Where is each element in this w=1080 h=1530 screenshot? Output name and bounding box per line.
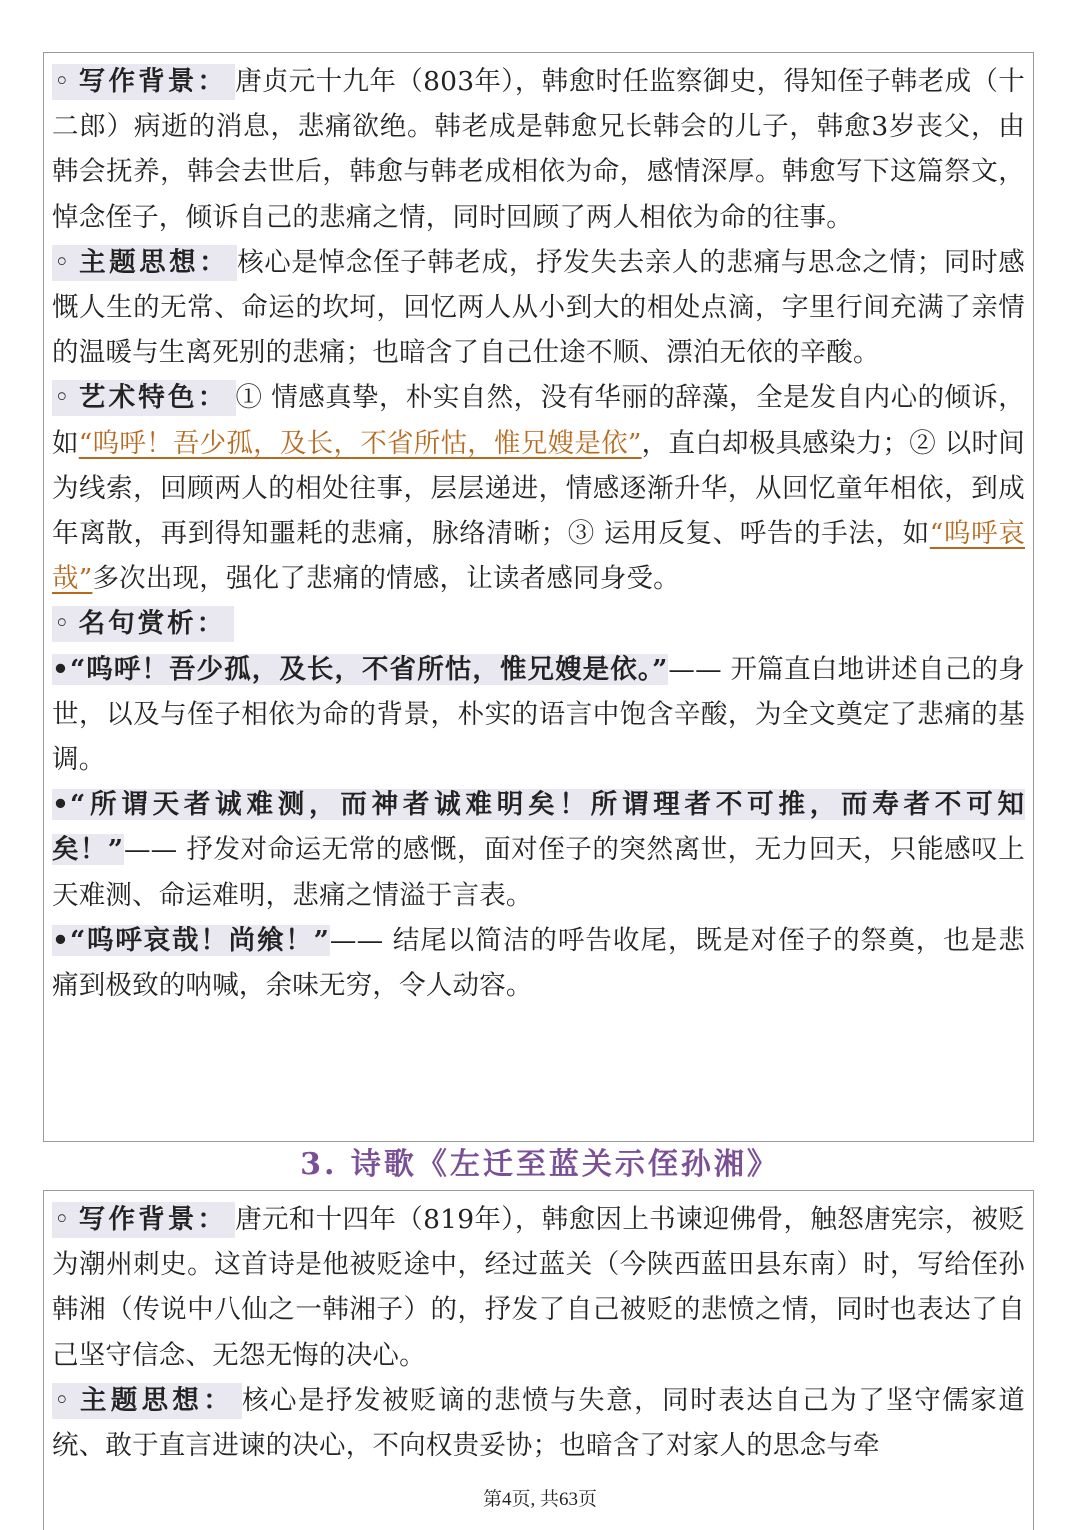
writing-background-para <box>52 59 1025 240</box>
famous-quote-2: •“所谓天者诚难测，而神者诚难明矣！所谓理者不可推，而寿者不可知矣！” <box>52 789 1025 866</box>
famous-text-2: 抒发对命运无常的感慨，面对侄子的突然离世，无力回天，只能感叹上天难测、命运难明，悲痛之情溢于言表。 <box>52 834 1025 911</box>
quote-link-2[interactable]: “呜呼哀哉” <box>52 518 1025 595</box>
quote-link-1[interactable]: “呜呼！吾少孤，及长，不省所怙，惟兄嫂是依” <box>78 427 642 459</box>
bullet-icon: ◦ <box>54 1384 74 1416</box>
notes-box-2 <box>43 1190 1034 1530</box>
section-title: 3. 诗歌《左迁至蓝关示侄孙湘》 <box>300 1147 780 1182</box>
famous-item-2: •“所谓天者诚难测，而神者诚难明矣！所谓理者不可推，而寿者不可知矣！”—— 抒发对命运无常的感慨，面对侄子的突然离世，无力回天，只能感叹上天难测、命运难明，悲痛之情溢于言表。 <box>52 789 1025 911</box>
famous-quote-3: •“呜呼哀哉！尚飨！” <box>52 924 330 956</box>
bullet-icon: ◦ <box>54 1204 73 1235</box>
writing-background-text: 唐贞元十九年（803年），韩愈时任监察御史，得知侄子韩老成（十二郎）病逝的消息，悲痛欲绝。韩老成是韩愈兄长韩会的儿子，韩愈3岁丧父，由韩会抚养，韩会去世后，韩愈与韩老成相依为命，感情深厚。韩愈写下这篇祭文，悼念侄子，倾诉自己的悲痛之情，同时回顾了两人相依为命的往事。 <box>52 66 1026 233</box>
writing-background-text-2: 唐元和十四年（819年），韩愈因上书谏迎佛骨，触怒唐宪宗，被贬为潮州刺史。这首诗是他被贬途中，经过蓝关（今陕西蓝田县东南）时，写给侄孙韩湘（传说中八仙之一韩湘子）的，抒发了自己被贬的悲愤之情，同时也表达了自己坚守信念、无怨无悔的决心。 <box>52 1204 1026 1371</box>
bullet-icon: ◦ <box>54 608 73 640</box>
page-number: 第4页, 共63页 <box>482 1489 597 1510</box>
label-art: ◦ 艺术特色： <box>52 380 236 416</box>
label-theme: ◦ 主题思想： <box>52 245 237 281</box>
famous-text-1: 开篇直白地讲述自己的身世，以及与侄子相依为命的背景，朴实的语言中饱含辛酸，为全文奠定了悲痛的基调。 <box>52 653 1025 776</box>
famous-quote-1: •“呜呼！吾少孤，及长，不省所怙，惟兄嫂是依。” <box>52 653 669 685</box>
theme-text-2: 核心是抒发被贬谪的悲愤与失意，同时表达自己为了坚守儒家道统、敢于直言进谏的决心，不向权贵妥协；也暗含了对家人的思念与牵 <box>52 1384 1026 1462</box>
theme-para <box>52 240 1025 376</box>
bullet-icon: ◦ <box>54 382 73 414</box>
label-famous: ◦ 名句赏析： <box>52 606 234 642</box>
art-text-1: ① 情感真挚，朴实自然，没有华丽的辞藻，全是发自内心的倾诉，如 <box>52 382 1025 459</box>
famous-item-3: •“呜呼哀哉！尚飨！”—— 结尾以简洁的呼告收尾，既是对侄子的祭奠，也是悲痛到极致的呐喊，余味无穷，令人动容。 <box>52 924 1025 1002</box>
art-text-2: ，直白却极具感染力；② 以时间为线索，回顾两人的相处往事，层层递进，情感逐渐升华，从回忆童年相依，到成年离散，再到得知噩耗的悲痛，脉络清晰；③ 运用反复、呼告的手法，如 <box>52 427 1025 550</box>
label-writing-background: ◦ 写作背景： <box>52 64 235 100</box>
theme-para-2 <box>52 1378 1025 1468</box>
famous-text-3: 结尾以简洁的呼告收尾，既是对侄子的祭奠，也是悲痛到极致的呐喊，余味无穷，令人动容。 <box>52 924 1025 1002</box>
bullet-icon: ◦ <box>54 66 73 97</box>
bullet-icon: ◦ <box>54 246 74 278</box>
art-text-3: 多次出现，强化了悲痛的情感，让读者感同身受。 <box>92 563 680 595</box>
label-writing-background-2: ◦ 写作背景： <box>52 1202 235 1238</box>
label-theme-2: ◦ 主题思想： <box>52 1383 242 1419</box>
famous-item-1: •“呜呼！吾少孤，及长，不省所怙，惟兄嫂是依。”—— 开篇直白地讲述自己的身世，以及与侄子相依为命的背景，朴实的语言中饱含辛酸，为全文奠定了悲痛的基调。 <box>52 653 1025 776</box>
art-para <box>52 375 1025 601</box>
notes-box-1 <box>43 52 1034 1142</box>
theme-text: 核心是悼念侄子韩老成，抒发失去亲人的悲痛与思念之情；同时感慨人生的无常、命运的坎坷，回忆两人从小到大的相处点滴，字里行间充满了亲情的温暖与生离死别的悲痛；也暗含了自己仕途不顺、漂泊无依的辛酸。 <box>52 246 1025 369</box>
writing-background-para-2 <box>52 1197 1025 1378</box>
famous-heading-para <box>52 601 1025 646</box>
